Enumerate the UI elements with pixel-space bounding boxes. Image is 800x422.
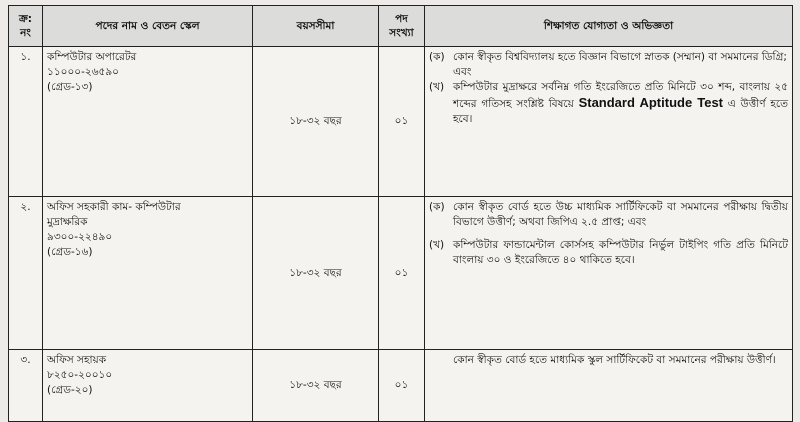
grade: (গ্রেড-১৩) [47,81,93,93]
age-cell: ১৮-৩২ বছর [253,47,379,197]
post-name: অফিস সহকারী কাম- কম্পিউটার [47,201,181,213]
header-post: পদের নাম ও বেতন স্কেল [43,6,253,47]
grade: (গ্রেড-২০) [47,384,93,396]
qualification-text: কম্পিউটার মুদ্রাক্ষরে সর্বনিম্ন গতি ইংরেজিতে প্রতি মিনিটে ৩০ শব্দ, বাংলায় ২৫ শব্দের গতিসহ সংশ্লিষ্ট বিষয়ে [453,81,788,110]
post-name: অফিস সহায়ক [47,354,107,366]
post-cell [43,350,253,422]
serial-cell: ৩. [9,350,43,422]
age-cell: ১৮-৩২ বছর [253,197,379,350]
qualification-mark: (ক) [429,51,445,63]
header-serial: ক্র: নং [9,6,43,47]
qualification-mark: (ক) [429,201,445,213]
qualification-cell [425,197,793,350]
pay-scale: ৮২৫০-২০০১০ [47,369,113,381]
post-cell [43,197,253,350]
post-cell [43,47,253,197]
qualification-text: কোন স্বীকৃত বোর্ড হতে উচ্চ মাধ্যমিক সার্টিফিকেট বা সমমানের পরীক্ষায় দ্বিতীয় বিভাগে উত্তীর্ণ; অথবা জিপিএ ২.৫ প্রাপ্ত; এবং [453,201,788,228]
grade: (গ্রেড-১৬) [47,246,93,258]
table-header-row [9,6,793,47]
qualification-text: কোন স্বীকৃত বোর্ড হতে মাধ্যমিক স্কুল সার্টিফিকেট বা সমমানের পরীক্ষায় উত্তীর্ণ। [453,354,776,366]
qualification-cell [425,47,793,197]
count-cell: ০১ [379,350,425,422]
qualification-tail: এ উত্তীর্ণ হতে হবে। [453,98,788,125]
qualification-connector: এবং [453,66,472,78]
age-cell: ১৮-৩২ বছর [253,350,379,422]
header-age: বয়সসীমা [253,6,379,47]
header-count: পদ সংখ্যা [379,6,425,47]
qualification-mark: (খ) [429,239,445,251]
post-name-continued: মুদ্রাক্ষরিক [47,216,88,228]
pay-scale: ১১০০০-২৬৫৯০ [47,66,120,78]
qualification-text: কোন স্বীকৃত বিশ্ববিদ্যালয় হতে বিজ্ঞান বিভাগে স্নাতক (সম্মান) বা সমমানের ডিগ্রি; [453,51,787,63]
table-row [9,197,793,350]
aptitude-test-label: Standard Aptitude Test [578,95,724,110]
header-qualification: শিক্ষাগত যোগ্যতা ও অভিজ্ঞতা [425,6,793,47]
table-row [9,350,793,422]
qualification-text-block [453,80,788,127]
count-cell: ০১ [379,47,425,197]
serial-cell: ১. [9,47,43,197]
qualification-cell [425,350,793,422]
count-cell: ০১ [379,197,425,350]
table-row [9,47,793,197]
pay-scale: ৯৩০০-২২৪৯০ [47,231,113,243]
recruitment-table [8,5,793,422]
serial-cell: ২. [9,197,43,350]
post-name: কম্পিউটার অপারেটর [47,51,137,63]
qualification-text: কম্পিউটার ফান্ডামেন্টাল কোর্সসহ কম্পিউটার নির্ভুল টাইপিং গতি প্রতি মিনিটে বাংলায় ৩০ ও ইংরেজিতে ৪০ থাকিতে হবে। [453,239,788,266]
qualification-mark: (খ) [429,81,445,93]
